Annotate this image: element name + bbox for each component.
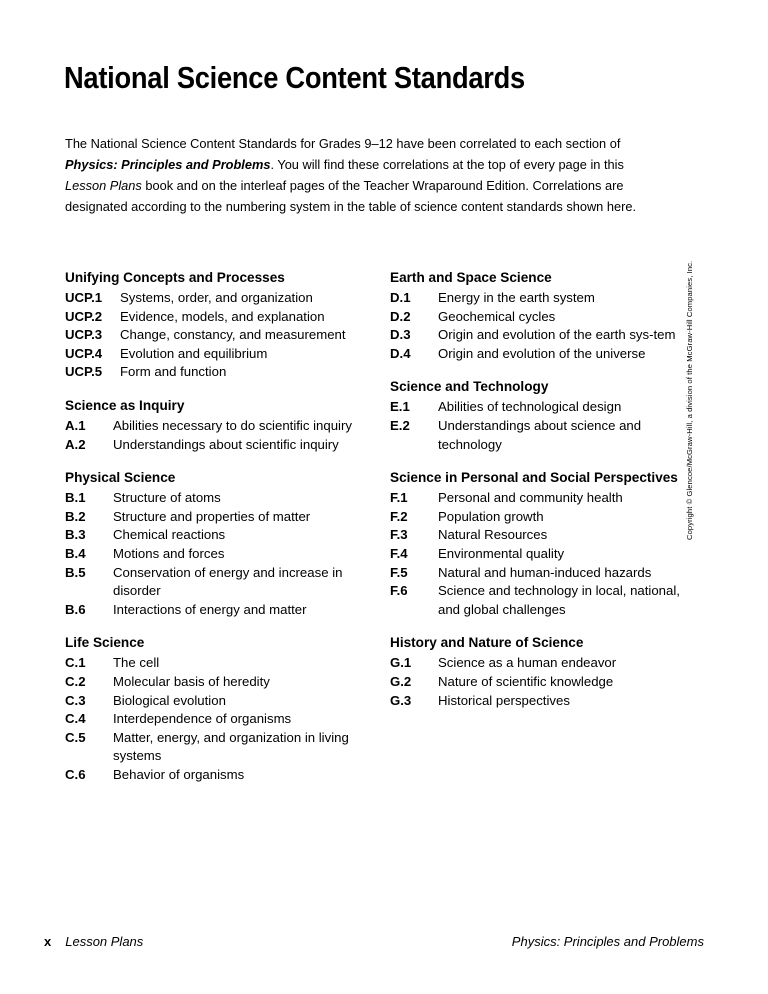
- standard-code: G.3: [390, 692, 412, 708]
- standard-row: [65, 654, 375, 673]
- standard-row: [65, 489, 375, 508]
- standard-description: Evidence, models, and explanation: [120, 308, 325, 324]
- standard-row: [65, 326, 375, 345]
- section-heading: Earth and Space Science: [390, 270, 552, 285]
- standard-code: E.2: [390, 417, 410, 433]
- standard-code: B.1: [65, 490, 86, 506]
- standard-description: Abilities necessary to do scientific inquiry: [113, 417, 352, 433]
- standard-code: F.3: [390, 527, 408, 543]
- section-heading: Science as Inquiry: [65, 397, 185, 413]
- standard-code: D.2: [390, 308, 411, 324]
- footer-book-title: Physics: Principles and Problems: [511, 934, 704, 949]
- standard-description: Science and technology in local, national, and global challenges: [438, 583, 680, 617]
- standard-code: F.2: [390, 508, 408, 524]
- standard-code: B.5: [65, 564, 86, 580]
- standard-code: E.1: [390, 399, 410, 415]
- standard-code: C.5: [65, 729, 86, 745]
- intro-paragraph: [65, 133, 647, 217]
- footer-section-label: Lesson Plans: [65, 934, 144, 949]
- standard-row: [390, 692, 690, 711]
- standards-section: [390, 468, 690, 619]
- standard-row: [65, 289, 375, 308]
- standard-row: [390, 326, 690, 345]
- standard-description: Interactions of energy and matter: [113, 601, 307, 617]
- standard-code: C.3: [65, 692, 86, 708]
- standards-right-column: [390, 268, 690, 710]
- standard-description: Nature of scientific knowledge: [438, 673, 614, 689]
- section-heading: History and Nature of Science: [390, 635, 584, 651]
- standard-code: G.2: [390, 673, 412, 689]
- standard-row: [390, 489, 690, 508]
- standard-code: C.4: [65, 711, 86, 727]
- standard-code: UCP.5: [65, 364, 103, 380]
- section-heading: Science and Technology: [390, 379, 549, 395]
- standard-description: Systems, order, and organization: [120, 290, 313, 305]
- standards-left-column: [65, 268, 375, 784]
- standards-section: [65, 268, 375, 382]
- standard-row: [65, 508, 375, 527]
- standard-row: [390, 345, 690, 364]
- standard-row: [65, 363, 375, 382]
- standard-code: C.2: [65, 673, 86, 689]
- standard-description: Historical perspectives: [438, 692, 570, 708]
- footer-left-group: [44, 934, 143, 949]
- standard-code: B.4: [65, 545, 86, 561]
- standard-code: UCP.2: [65, 308, 103, 324]
- intro-text-part1: The National Science Content Standards for Grades 9–12 have been correlated to each section of: [65, 136, 621, 152]
- standards-section: [390, 377, 690, 454]
- standard-code: C.1: [65, 655, 86, 671]
- standard-code: B.3: [65, 527, 86, 543]
- standard-code: UCP.3: [65, 327, 103, 343]
- standard-row: [390, 417, 690, 454]
- copyright-notice: Copyright © Glencoe/McGraw-Hill, a division of the McGraw-Hill Companies, Inc.: [685, 260, 694, 540]
- standard-row: [65, 545, 375, 564]
- standard-description: Natural Resources: [438, 527, 548, 543]
- standard-description: Form and function: [120, 364, 227, 380]
- standard-description: Science as a human endeavor: [438, 655, 617, 671]
- standard-code: C.6: [65, 766, 86, 782]
- standard-code: B.6: [65, 601, 86, 617]
- standard-row: [65, 766, 375, 785]
- standard-row: [390, 564, 690, 583]
- page-footer: [44, 934, 704, 952]
- standard-code: D.3: [390, 327, 411, 343]
- standards-section: [390, 268, 690, 363]
- section-heading: Unifying Concepts and Processes: [65, 270, 285, 285]
- standard-description: Geochemical cycles: [438, 308, 556, 324]
- standards-section: [65, 468, 375, 619]
- section-heading: Science in Personal and Social Perspectives: [390, 470, 678, 486]
- standard-code: A.2: [65, 436, 86, 452]
- standard-description: Structure and properties of matter: [113, 508, 311, 524]
- standard-description: Molecular basis of heredity: [113, 673, 270, 689]
- standard-description: Abilities of technological design: [438, 399, 622, 415]
- standard-row: [390, 673, 690, 692]
- standard-row: [65, 710, 375, 729]
- standard-row: [65, 308, 375, 327]
- standard-code: F.4: [390, 545, 408, 561]
- standard-description: Change, constancy, and measurement: [120, 327, 346, 343]
- section-heading: Physical Science: [65, 470, 176, 486]
- standard-code: UCP.4: [65, 345, 103, 361]
- standard-row: [65, 345, 375, 364]
- standard-description: Motions and forces: [113, 545, 225, 561]
- standard-row: [390, 308, 690, 327]
- standard-row: [390, 654, 690, 673]
- standard-description: Population growth: [438, 508, 544, 524]
- standard-code: D.4: [390, 345, 411, 361]
- intro-lesson-plans: Lesson Plans: [65, 178, 142, 194]
- standard-description: The cell: [113, 655, 160, 671]
- standard-row: [65, 673, 375, 692]
- standard-code: G.1: [390, 655, 412, 671]
- standard-description: Chemical reactions: [113, 527, 226, 543]
- standard-description: Interdependence of organisms: [113, 711, 292, 727]
- intro-text-part2: . You will find these correlations at the top of every page in this: [270, 157, 624, 173]
- standard-row: [65, 729, 375, 766]
- standard-code: UCP.1: [65, 290, 103, 305]
- standard-row: [65, 692, 375, 711]
- standard-description: Understandings about scientific inquiry: [113, 436, 339, 452]
- standard-description: Environmental quality: [438, 545, 565, 561]
- section-heading: Life Science: [65, 635, 145, 651]
- standard-row: [390, 508, 690, 527]
- standards-section: [65, 633, 375, 784]
- standard-row: [390, 526, 690, 545]
- standard-code: A.1: [65, 417, 86, 433]
- footer-page-number: x: [44, 934, 52, 949]
- standard-description: Understandings about science and technology: [438, 417, 642, 452]
- standard-description: Behavior of organisms: [113, 766, 245, 782]
- standard-row: [65, 417, 375, 436]
- standard-code: F.5: [390, 564, 408, 580]
- standard-description: Evolution and equilibrium: [120, 345, 268, 361]
- standard-row: [390, 289, 690, 308]
- standard-row: [65, 601, 375, 620]
- standard-description: Conservation of energy and increase in disorder: [113, 564, 343, 599]
- standard-row: [390, 545, 690, 564]
- standard-description: Origin and evolution of the universe: [438, 345, 646, 361]
- standard-code: F.6: [390, 583, 408, 599]
- standard-code: B.2: [65, 508, 86, 524]
- standard-row: [65, 526, 375, 545]
- standards-section: [390, 633, 690, 710]
- standard-row: [65, 564, 375, 601]
- standard-row: [390, 582, 690, 619]
- standard-code: D.1: [390, 290, 411, 305]
- standard-description: Natural and human-induced hazards: [438, 564, 652, 580]
- standards-section: [65, 396, 375, 454]
- standard-description: Biological evolution: [113, 692, 226, 708]
- standard-description: Structure of atoms: [113, 490, 221, 506]
- standard-row: [390, 398, 690, 417]
- standard-description: Energy in the earth system: [438, 290, 595, 305]
- intro-book-title: Physics: Principles and Problems: [65, 157, 271, 173]
- page-title: National Science Content Standards: [64, 59, 525, 95]
- standard-row: [65, 436, 375, 455]
- standard-description: Origin and evolution of the earth sys-tem: [438, 327, 676, 343]
- standard-code: F.1: [390, 490, 408, 506]
- standard-description: Matter, energy, and organization in living systems: [113, 729, 349, 764]
- standard-description: Personal and community health: [438, 490, 623, 506]
- intro-text-part3: book and on the interleaf pages of the Teacher Wraparound Edition. Correlations are designated according to the numbering system in the table of science content standards shown here.: [65, 178, 637, 215]
